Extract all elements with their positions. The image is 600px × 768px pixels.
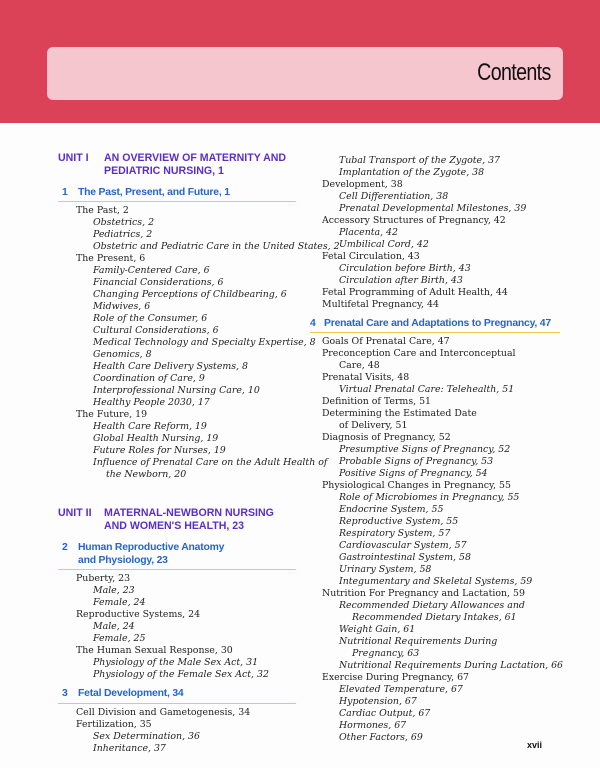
toc-entry[interactable]: Exercise During Pregnancy, 67 (322, 672, 469, 684)
toc-subentry-continuation[interactable]: Pregnancy, 63 (352, 648, 420, 660)
page-title: Contents (477, 59, 551, 86)
toc-subentry[interactable]: Influence of Prenatal Care on the Adult Health of (93, 457, 328, 469)
chapter-number: 2 (62, 542, 68, 554)
toc-entry[interactable]: Determining the Estimated Date (322, 408, 477, 420)
toc-entry[interactable]: Multifetal Pregnancy, 44 (322, 299, 439, 310)
toc-entry[interactable]: Puberty, 23 (76, 573, 131, 585)
toc-subentry[interactable]: Presumptive Signs of Pregnancy, 52 (339, 444, 511, 456)
toc-subentry[interactable]: Global Health Nursing, 19 (93, 433, 219, 445)
chapter-number: 1 (62, 187, 68, 198)
toc-subentry[interactable]: Health Care Delivery Systems, 8 (93, 361, 249, 373)
toc-subentry[interactable]: Interprofessional Nursing Care, 10 (93, 385, 260, 397)
toc-subentry[interactable]: Nutritional Requirements During Lactation, 66 (339, 660, 564, 672)
unit-title: AN OVERVIEW OF MATERNITY AND PEDIATRIC NURSING, 1 (104, 152, 287, 177)
toc-subentry[interactable]: Male, 24 (93, 621, 135, 633)
toc-subentry[interactable]: Family-Centered Care, 6 (93, 265, 210, 277)
toc-entry[interactable]: Definition of Terms, 51 (322, 396, 432, 408)
toc-subentry[interactable]: Probable Signs of Pregnancy, 53 (339, 456, 494, 468)
toc-subentry[interactable]: Female, 25 (93, 633, 146, 645)
chapter-heading[interactable] (58, 688, 296, 703)
toc-subentry[interactable]: Placenta, 42 (339, 227, 398, 238)
toc-subentry[interactable]: Hormones, 67 (339, 720, 407, 732)
toc-subentry[interactable]: Prenatal Developmental Milestones, 39 (339, 203, 527, 214)
toc-entry[interactable]: The Future, 19 (76, 409, 148, 421)
toc-entry[interactable]: Fetal Circulation, 43 (322, 251, 420, 262)
toc-subentry[interactable]: Endocrine System, 55 (339, 504, 444, 516)
chapter-heading[interactable] (310, 318, 560, 333)
toc-entry[interactable]: The Present, 6 (76, 253, 146, 265)
toc-subentry[interactable]: Physiology of the Female Sex Act, 32 (93, 669, 269, 681)
toc-entry-continuation[interactable]: Care, 48 (339, 360, 380, 372)
toc-entry[interactable]: Physiological Changes in Pregnancy, 55 (322, 480, 511, 492)
toc-subentry[interactable]: Circulation before Birth, 43 (339, 263, 471, 274)
toc-entry[interactable]: Preconception Care and Interconceptual (322, 348, 516, 360)
toc-subentry[interactable]: Nutritional Requirements During (339, 636, 498, 648)
toc-entry[interactable]: Development, 38 (322, 179, 403, 190)
toc-subentry-continuation[interactable]: Recommended Dietary Intakes, 61 (352, 612, 517, 624)
toc-subentry[interactable]: Cardiac Output, 67 (339, 708, 431, 720)
toc-subentry[interactable]: Reproductive System, 55 (339, 516, 459, 528)
toc-entry[interactable]: The Past, 2 (76, 205, 129, 217)
toc-entry-continuation[interactable]: of Delivery, 51 (339, 420, 408, 432)
page-number: xvii (527, 740, 543, 750)
toc-entry[interactable]: Fertilization, 35 (76, 718, 152, 730)
chapter-title[interactable]: The Past, Present, and Future, 1 (78, 187, 230, 198)
toc-subentry[interactable]: Positive Signs of Pregnancy, 54 (339, 468, 488, 480)
toc-subentry[interactable]: Pediatrics, 2 (93, 229, 153, 241)
toc-entry[interactable]: Reproductive Systems, 24 (76, 609, 201, 621)
toc-subentry[interactable]: Cell Differentiation, 38 (339, 191, 449, 202)
title-box (47, 47, 563, 100)
toc-entry[interactable]: Nutrition For Pregnancy and Lactation, 59 (322, 588, 525, 600)
toc-entry[interactable]: Cell Division and Gametogenesis, 34 (76, 706, 251, 718)
toc-subentry[interactable]: Midwives, 6 (93, 301, 151, 313)
toc-subentry[interactable]: Cultural Considerations, 6 (93, 325, 219, 337)
toc-right-column (310, 155, 564, 744)
chapter-number: 4 (310, 318, 316, 329)
chapter-heading[interactable] (58, 542, 296, 570)
toc-entry[interactable]: The Human Sexual Response, 30 (76, 645, 233, 657)
toc-entry[interactable]: Accessory Structures of Pregnancy, 42 (322, 215, 506, 226)
unit-title: MATERNAL-NEWBORN NURSING AND WOMEN'S HEALTH, 23 (104, 507, 274, 532)
toc-subentry[interactable]: Financial Considerations, 6 (93, 277, 224, 289)
toc-subentry[interactable]: Future Roles for Nurses, 19 (93, 445, 226, 457)
toc-subentry[interactable]: Healthy People 2030, 17 (93, 397, 210, 409)
toc-subentry[interactable]: Recommended Dietary Allowances and (339, 600, 525, 612)
toc-subentry[interactable]: Integumentary and Skeletal Systems, 59 (339, 576, 533, 588)
toc-subentry[interactable]: Physiology of the Male Sex Act, 31 (93, 657, 259, 669)
toc-subentry[interactable]: Health Care Reform, 19 (93, 421, 207, 433)
unit-number: UNIT II (58, 507, 92, 520)
toc-subentry[interactable]: Role of the Consumer, 6 (93, 313, 208, 325)
header-band (0, 0, 600, 123)
toc-subentry[interactable]: Coordination of Care, 9 (93, 373, 205, 385)
toc-subentry[interactable]: Inheritance, 37 (93, 742, 166, 754)
toc-subentry[interactable]: Obstetric and Pediatric Care in the United States, 2 (93, 241, 340, 253)
chapter-title[interactable]: Human Reproductive Anatomy and Physiology, 23 (78, 542, 225, 566)
toc-left-column (58, 152, 340, 755)
toc-subentry[interactable]: Gastrointestinal System, 58 (339, 552, 471, 564)
toc-subentry[interactable]: Cardiovascular System, 57 (339, 540, 467, 552)
toc-entry[interactable]: Prenatal Visits, 48 (322, 372, 410, 384)
chapter-title[interactable]: Prenatal Care and Adaptations to Pregnancy, 47 (324, 318, 551, 329)
toc-subentry[interactable]: Role of Microbiomes in Pregnancy, 55 (339, 492, 520, 504)
toc-subentry[interactable]: Weight Gain, 61 (339, 624, 416, 636)
chapter-title[interactable]: Fetal Development, 34 (78, 688, 184, 700)
toc-subentry[interactable]: Other Factors, 69 (339, 732, 423, 744)
toc-subentry[interactable]: Urinary System, 58 (339, 564, 432, 576)
toc-subentry[interactable]: Female, 24 (93, 597, 146, 609)
toc-subentry[interactable]: Implantation of the Zygote, 38 (339, 167, 485, 178)
toc-entry[interactable]: Fetal Programming of Adult Health, 44 (322, 287, 508, 298)
toc-subentry[interactable]: Hypotension, 67 (339, 696, 417, 708)
chapter-heading[interactable] (58, 187, 296, 202)
toc-entry[interactable]: Goals Of Prenatal Care, 47 (322, 336, 450, 348)
toc-subentry-continuation[interactable]: the Newborn, 20 (106, 469, 187, 481)
chapter-number: 3 (62, 688, 68, 700)
toc-subentry[interactable]: Virtual Prenatal Care: Telehealth, 51 (339, 384, 515, 396)
toc-subentry[interactable]: Genomics, 8 (93, 349, 152, 361)
unit-heading (58, 152, 296, 177)
toc-subentry[interactable]: Tubal Transport of the Zygote, 37 (339, 155, 500, 166)
toc-subentry[interactable]: Sex Determination, 36 (93, 730, 200, 742)
toc-subentry[interactable]: Circulation after Birth, 43 (339, 275, 463, 286)
toc-subentry[interactable]: Changing Perceptions of Childbearing, 6 (93, 289, 287, 301)
toc-subentry[interactable]: Obstetrics, 2 (93, 217, 155, 229)
toc-subentry[interactable]: Male, 23 (93, 585, 135, 597)
toc-subentry[interactable]: Umbilical Cord, 42 (339, 239, 429, 250)
toc-subentry[interactable]: Respiratory System, 57 (339, 528, 451, 540)
toc-entry[interactable]: Diagnosis of Pregnancy, 52 (322, 432, 451, 444)
toc-subentry[interactable]: Medical Technology and Specialty Expertise, 8 (93, 337, 316, 349)
toc-subentry[interactable]: Elevated Temperature, 67 (339, 684, 463, 696)
unit-number: UNIT I (58, 152, 89, 164)
unit-heading (58, 507, 296, 532)
